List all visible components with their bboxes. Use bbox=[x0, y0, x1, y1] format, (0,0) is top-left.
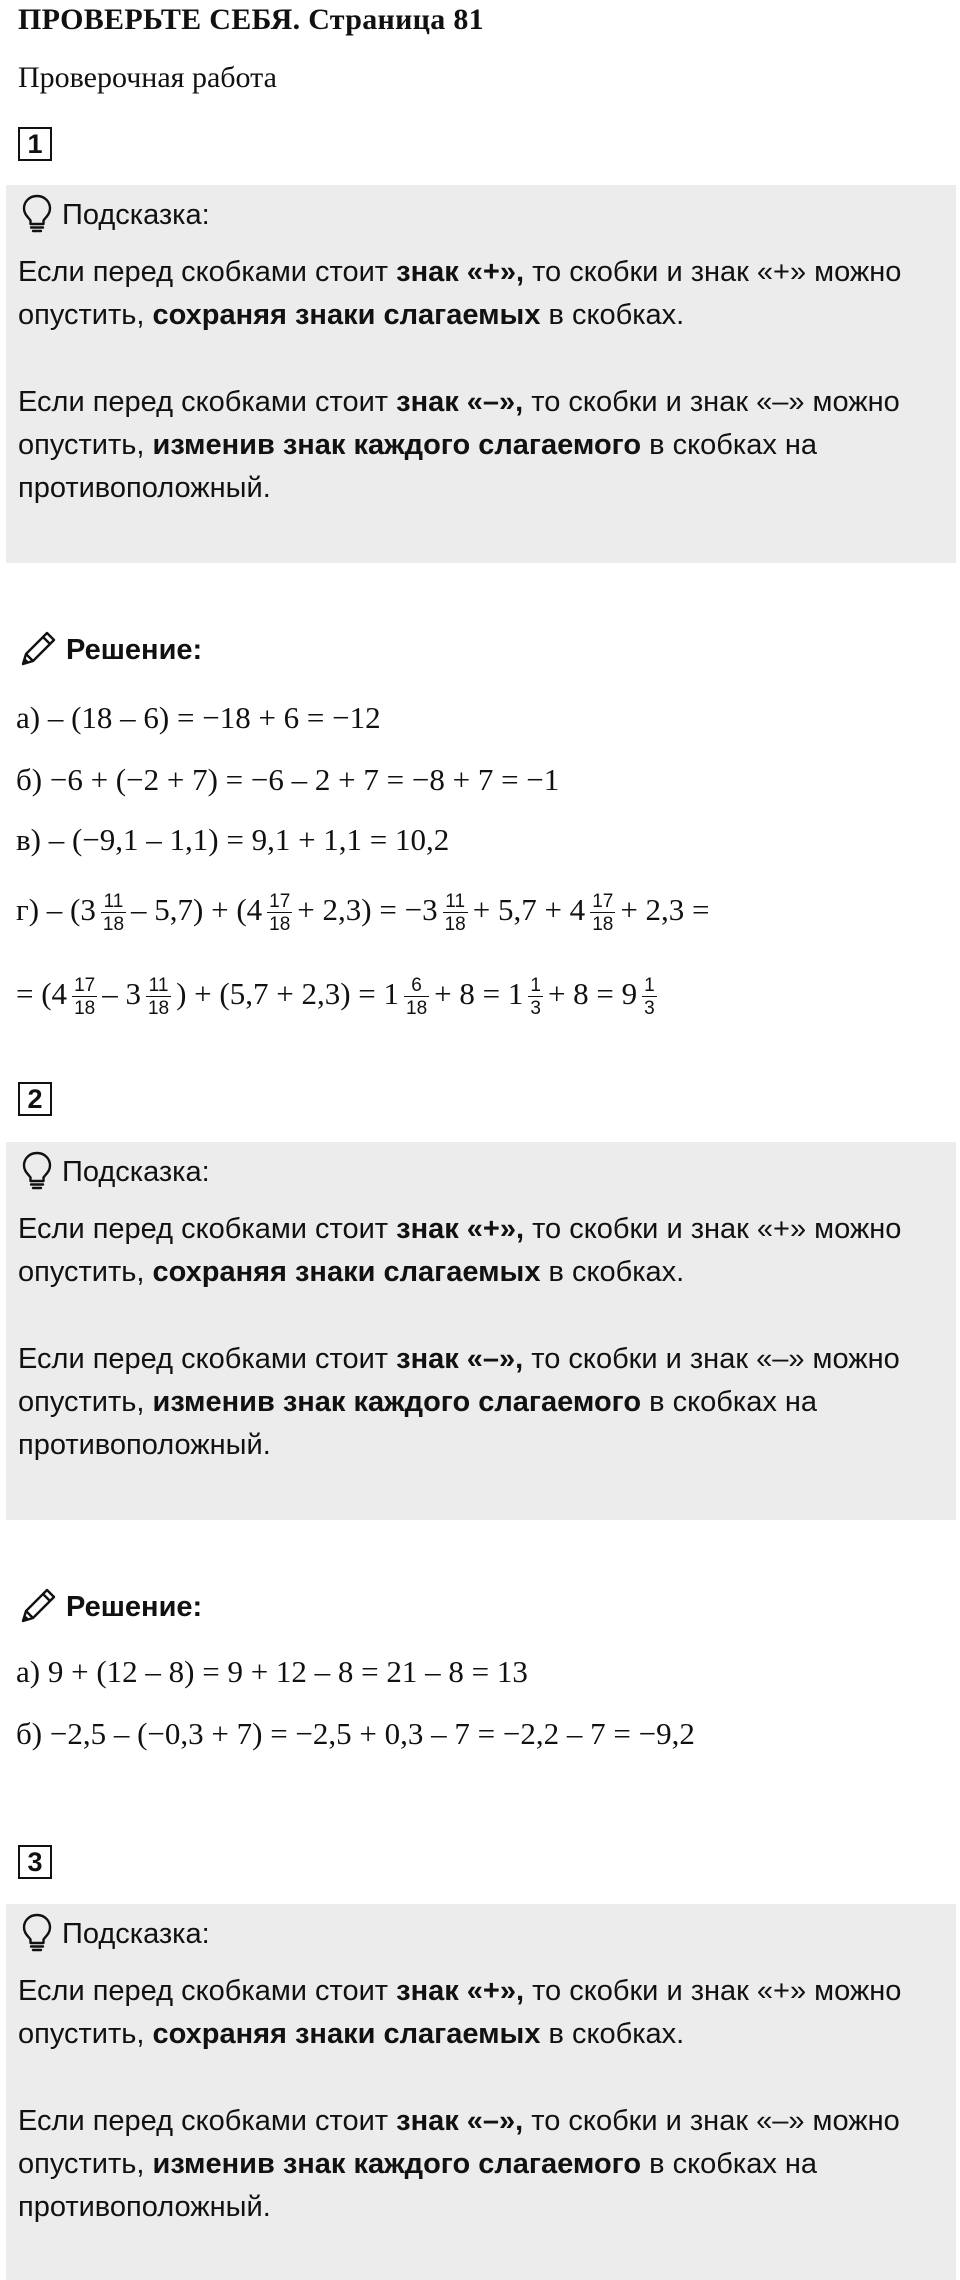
lightbulb-icon bbox=[20, 193, 54, 238]
fraction: $\frac{17}{18}$ bbox=[74, 974, 96, 1019]
fraction: $\frac{11}{18}$ bbox=[444, 890, 466, 935]
solution-line-b: б) −6 + (−2 + 7) = −6 – 2 + 7 = −8 + 7 = −1 bbox=[16, 762, 560, 797]
task-number-2: 2 bbox=[18, 1082, 52, 1116]
solution-line-g2: = (4 $\frac{17}{18}$ – 3 $\frac{11}{18}$ ) + (5,7 + 2,3) = 1 $\frac{6}{18}$ + 8 = 1 $\frac{1}{3}$ + 8 = 9 $\frac{1}{3}$ bbox=[16, 974, 655, 1019]
fraction: $\frac{6}{18}$ bbox=[406, 974, 428, 1019]
fraction: $\frac{17}{18}$ bbox=[269, 890, 291, 935]
hint-paragraph-minus: Если перед скобками стоит знак «–», то скобки и знак «–» можно опустить, изменив знак каждого слагаемого в скобках на противоположный. bbox=[18, 1343, 900, 1461]
hint-paragraph-plus: Если перед скобками стоит знак «+», то скобки и знак «+» можно опустить, сохраняя знаки слагаемых в скобках. bbox=[18, 256, 902, 331]
task-number-3: 3 bbox=[18, 1845, 52, 1879]
solution-header-1 bbox=[18, 628, 202, 672]
hint-header bbox=[20, 1912, 210, 1956]
hint-paragraph-plus: Если перед скобками стоит знак «+», то скобки и знак «+» можно опустить, сохраняя знаки слагаемых в скобках. bbox=[18, 1213, 902, 1288]
solution-label: Решение: bbox=[66, 633, 203, 666]
hint-box-2 bbox=[6, 1142, 956, 1520]
solution-line-g1: г) – (3 $\frac{11}{18}$ – 5,7) + (4 $\frac{17}{18}$ + 2,3) = −3 $\frac{11}{18}$ + 5,7 + 4 $\frac{17}{18}$ + 2,3 = bbox=[16, 890, 710, 935]
hint-header bbox=[20, 193, 210, 237]
fraction: $\frac{11}{18}$ bbox=[147, 974, 170, 1019]
page-title: ПРОВЕРЬТЕ СЕБЯ. Страница 81 bbox=[18, 3, 484, 36]
fraction: $\frac{1}{3}$ bbox=[644, 974, 655, 1019]
lightbulb-icon bbox=[20, 1150, 54, 1195]
solution-line-v: в) – (−9,1 – 1,1) = 9,1 + 1,1 = 10,2 bbox=[16, 822, 450, 857]
pencil-icon bbox=[18, 627, 60, 674]
hint-header bbox=[20, 1150, 210, 1194]
hint-paragraph-minus: Если перед скобками стоит знак «–», то скобки и знак «–» можно опустить, изменив знак каждого слагаемого в скобках на противоположный. bbox=[18, 386, 900, 504]
lightbulb-icon bbox=[20, 1912, 54, 1957]
hint-label: Подсказка: bbox=[62, 1155, 210, 1188]
solution-line-a: а) 9 + (12 – 8) = 9 + 12 – 8 = 21 – 8 = 13 bbox=[16, 1654, 528, 1689]
hint-box-3 bbox=[6, 1904, 956, 2280]
hint-box-1 bbox=[6, 185, 956, 563]
solution-label: Решение: bbox=[66, 1590, 203, 1623]
solution-header-2 bbox=[18, 1585, 202, 1629]
hint-label: Подсказка: bbox=[62, 198, 210, 231]
fraction: $\frac{11}{18}$ bbox=[102, 890, 125, 935]
solution-line-b: б) −2,5 – (−0,3 + 7) = −2,5 + 0,3 – 7 = −2,2 – 7 = −9,2 bbox=[16, 1716, 695, 1751]
solution-line-a: а) – (18 – 6) = −18 + 6 = −12 bbox=[16, 700, 381, 735]
hint-paragraph-plus: Если перед скобками стоит знак «+», то скобки и знак «+» можно опустить, сохраняя знаки слагаемых в скобках. bbox=[18, 1975, 902, 2050]
hint-paragraph-minus: Если перед скобками стоит знак «–», то скобки и знак «–» можно опустить, изменив знак каждого слагаемого в скобках на противоположный. bbox=[18, 2105, 900, 2223]
task-number-1: 1 bbox=[18, 127, 52, 161]
hint-label: Подсказка: bbox=[62, 1917, 210, 1950]
pencil-icon bbox=[18, 1584, 60, 1631]
fraction: $\frac{1}{3}$ bbox=[530, 974, 541, 1019]
fraction: $\frac{17}{18}$ bbox=[592, 890, 614, 935]
page-subtitle: Проверочная работа bbox=[18, 61, 277, 94]
